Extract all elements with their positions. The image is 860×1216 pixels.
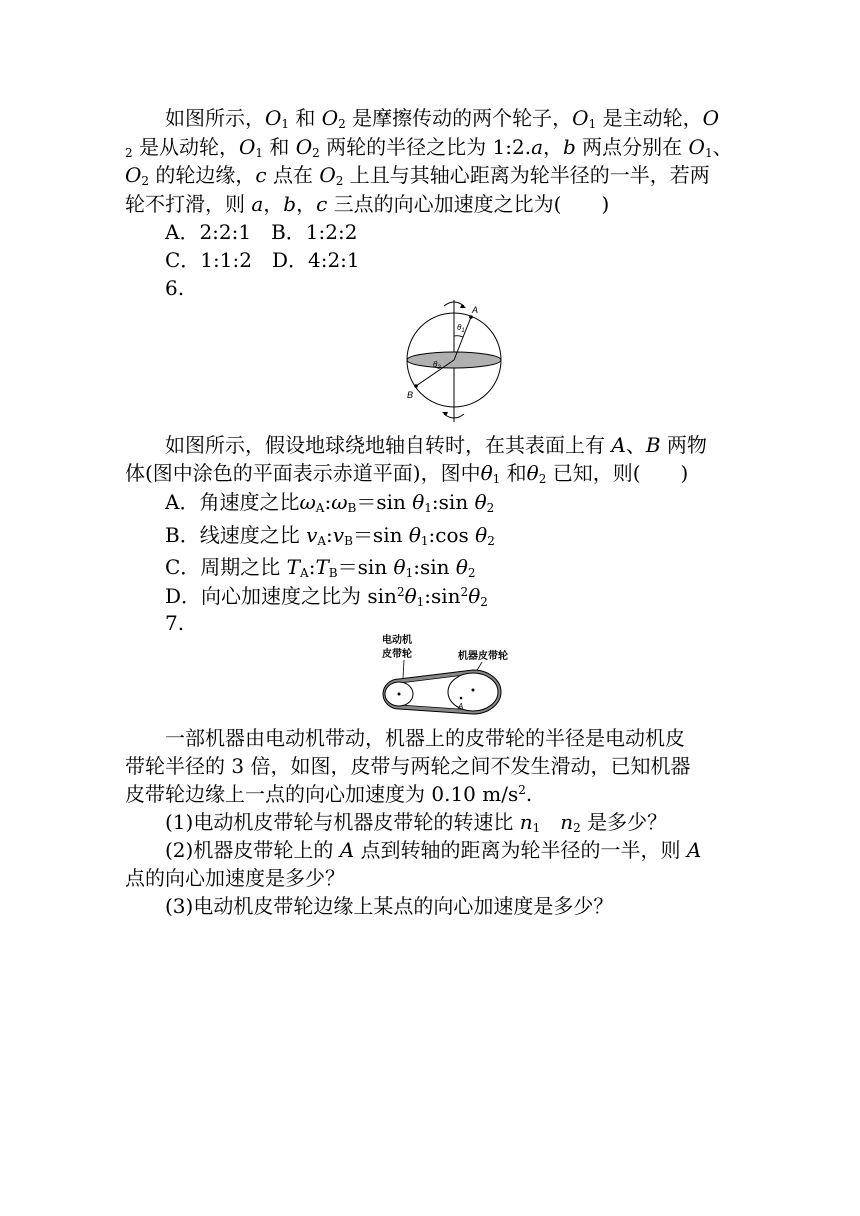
q6-option-c: C．周期之比 $T_A:T_B=\sin$ $\theta_1:\sin$ $\theta_2$ bbox=[165, 555, 476, 580]
point-a-label: A bbox=[472, 305, 479, 315]
q7-sub-1: (1)电动机皮带轮与机器皮带轮的转速比 $n_1$ $n_2$ 是多少？ bbox=[165, 810, 668, 835]
q5-options-ab: A．2:2:1 B．1:2:2 bbox=[165, 220, 358, 244]
q6-option-d: D．向心加速度之比为 $\sin^2\theta_1:\sin^2\theta_2$ bbox=[165, 584, 488, 609]
q6-line-2: 体(图中涂色的平面表示赤道平面)，图中$\theta_1$ 和$\theta_2$ 已知，则( ) bbox=[125, 461, 689, 486]
motor-pulley-label-1: 电动机 bbox=[382, 635, 412, 646]
q5-line-3: $O_2$ 的轮边缘，c 点在 $O_2$ 上且与其轴心距离为轮半径的一半，若两 bbox=[125, 163, 710, 188]
q6-option-a: A．角速度之比$\omega_A:\omega_B=\sin$ $\theta_1:\sin$ $\theta_2$ bbox=[165, 490, 495, 515]
q6-option-b: B．线速度之比 $v_A:v_B=\sin$ $\theta_1:\cos$ $\theta_2$ bbox=[165, 523, 495, 548]
q7-line-1: 一部机器由电动机带动，机器上的皮带轮的半径是电动机皮 bbox=[165, 726, 685, 750]
q6-number: 6. bbox=[165, 276, 185, 300]
q7-number: 7. bbox=[165, 611, 185, 635]
q7-line-3: 皮带轮边缘上一点的向心加速度为 0.10 $m/s^2$. bbox=[125, 782, 533, 806]
q5-line-4: 轮不打滑，则 a，b，c 三点的向心加速度之比为( ) bbox=[125, 192, 610, 216]
machine-pulley-label: 机器皮带轮 bbox=[458, 651, 508, 662]
earth-rotation-figure bbox=[400, 294, 512, 428]
motor-pulley-label-2: 皮带轮 bbox=[382, 649, 412, 660]
belt-drive-figure bbox=[376, 632, 526, 718]
q7-sub-3: (3)电动机皮带轮边缘上某点的向心加速度是多少？ bbox=[165, 894, 614, 918]
q5-line-1: 如图所示，$O_1$ 和 $O_2$ 是摩擦传动的两个轮子，$O_1$ 是主动轮，O bbox=[165, 106, 719, 131]
q7-line-2: 带轮半径的 3 倍，如图，皮带与两轮之间不发生滑动，已知机器 bbox=[125, 754, 691, 778]
q7-sub-2: (2)机器皮带轮上的 A 点到转轴的距离为轮半径的一半，则 A bbox=[165, 838, 702, 862]
q5-line-2: $_2$ 是从动轮，$O_1$ 和 $O_2$ 两轮的半径之比为 1:2.a，b 两点分别在 $O_1$、 bbox=[125, 135, 733, 160]
q5-options-cd: C．1:1:2 D．4:2:1 bbox=[165, 248, 360, 272]
q6-line-1: 如图所示，假设地球绕地轴自转时，在其表面上有 A、B 两物 bbox=[165, 433, 707, 457]
point-b-label: B bbox=[407, 390, 414, 400]
q7-sub-2-cont: 点的向心加速度是多少？ bbox=[125, 866, 345, 890]
theta2-label: $\theta_2$ bbox=[433, 360, 441, 371]
point-a-label: A bbox=[458, 702, 464, 711]
theta1-label: $\theta_1$ bbox=[457, 323, 465, 334]
